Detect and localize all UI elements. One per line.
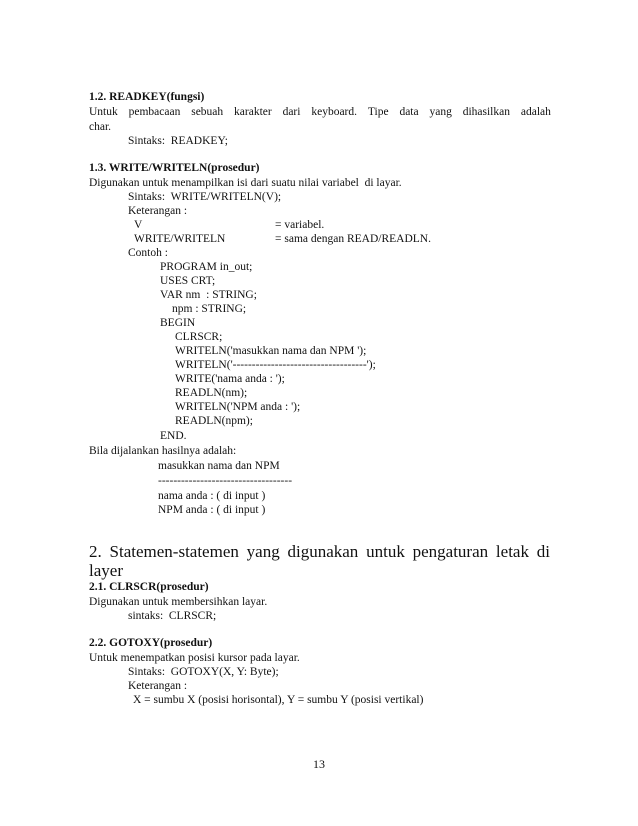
section-1-2-description: [89, 105, 551, 119]
description-word: data: [399, 106, 419, 118]
section-2-2-syntax: Sintaks: GOTOXY(X, Y: Byte);: [128, 666, 279, 678]
section-2-2-keterangan-text: X = sumbu X (posisi horisontal), Y = sumbu Y (posisi vertikal): [133, 694, 424, 706]
output-line: masukkan nama dan NPM: [158, 460, 280, 472]
code-line: PROGRAM in_out;: [160, 261, 253, 273]
heading-word: digunakan: [287, 542, 359, 561]
section-2-2-title: 2.2. GOTOXY(prosedur): [89, 637, 213, 649]
description-word: dihasilkan: [462, 106, 510, 118]
section-1-2-description-cont: char.: [89, 121, 112, 133]
description-word: dari: [282, 106, 301, 118]
section-1-3-keterangan-label: Keterangan :: [128, 205, 188, 217]
heading-word: untuk: [366, 542, 405, 561]
page-number: 13: [313, 757, 325, 771]
heading-word: letak: [495, 542, 529, 561]
description-word: karakter: [234, 106, 272, 118]
code-line: CLRSCR;: [175, 331, 223, 343]
description-word: sebuah: [191, 106, 224, 118]
heading-word: di: [536, 542, 550, 561]
code-line: BEGIN: [160, 317, 196, 329]
description-word: Tipe: [367, 106, 389, 118]
section-1-3-description: Digunakan untuk menampilkan isi dari suatu nilai variabel di layar.: [89, 177, 402, 189]
heading-word: yang: [246, 542, 280, 561]
section-1-3-title: 1.3. WRITE/WRITELN(prosedur): [89, 162, 260, 174]
result-intro: Bila dijalankan hasilnya adalah:: [89, 445, 237, 457]
section-1-2-title: 1.2. READKEY(fungsi): [89, 91, 205, 103]
description-word: adalah: [520, 106, 551, 118]
section-1-3-syntax: Sintaks: WRITE/WRITELN(V);: [128, 191, 282, 203]
section-2-2-keterangan-label: Keterangan :: [128, 680, 188, 692]
section-1-2-syntax: Sintaks: READKEY;: [128, 135, 228, 147]
code-line: VAR nm : STRING;: [160, 289, 257, 301]
description-word: pembacaan: [128, 106, 181, 118]
description-word: Untuk: [89, 106, 118, 118]
code-line: READLN(nm);: [175, 387, 248, 399]
code-line: WRITELN('NPM anda : ');: [175, 401, 301, 413]
description-word: yang: [429, 106, 452, 118]
keterangan-term-v: V: [134, 219, 143, 231]
section-2-2-description: Untuk menempatkan posisi kursor pada layar.: [89, 652, 300, 664]
section-2-1-syntax: sintaks: CLRSCR;: [128, 610, 217, 622]
heading-word: pengaturan: [412, 542, 489, 561]
output-line: NPM anda : ( di input ): [158, 504, 266, 516]
code-line: READLN(npm);: [175, 415, 253, 427]
keterangan-term-writeln: WRITE/WRITELN: [134, 233, 226, 245]
keterangan-def-writeln: = sama dengan READ/READLN.: [275, 233, 431, 245]
contoh-label: Contoh :: [128, 247, 168, 259]
code-line: npm : STRING;: [172, 303, 247, 315]
code-line: END.: [160, 430, 187, 442]
section-2-1-description: Digunakan untuk membersihkan layar.: [89, 596, 268, 608]
keterangan-def-v: = variabel.: [275, 219, 325, 231]
code-line: WRITELN('-----------------------------------');: [175, 359, 376, 371]
section-2-heading-cont: layer: [89, 561, 123, 580]
section-2-1-title: 2.1. CLRSCR(prosedur): [89, 581, 209, 593]
heading-word: Statemen-statemen: [109, 542, 239, 561]
description-word: keyboard.: [311, 106, 358, 118]
section-2-heading: [89, 542, 550, 562]
code-line: WRITE('nama anda : ');: [175, 373, 285, 385]
heading-word: 2.: [89, 542, 102, 561]
code-line: USES CRT;: [160, 275, 216, 287]
code-line: WRITELN('masukkan nama dan NPM ');: [175, 345, 367, 357]
output-line: nama anda : ( di input ): [158, 490, 266, 502]
output-line: -----------------------------------: [158, 475, 293, 487]
